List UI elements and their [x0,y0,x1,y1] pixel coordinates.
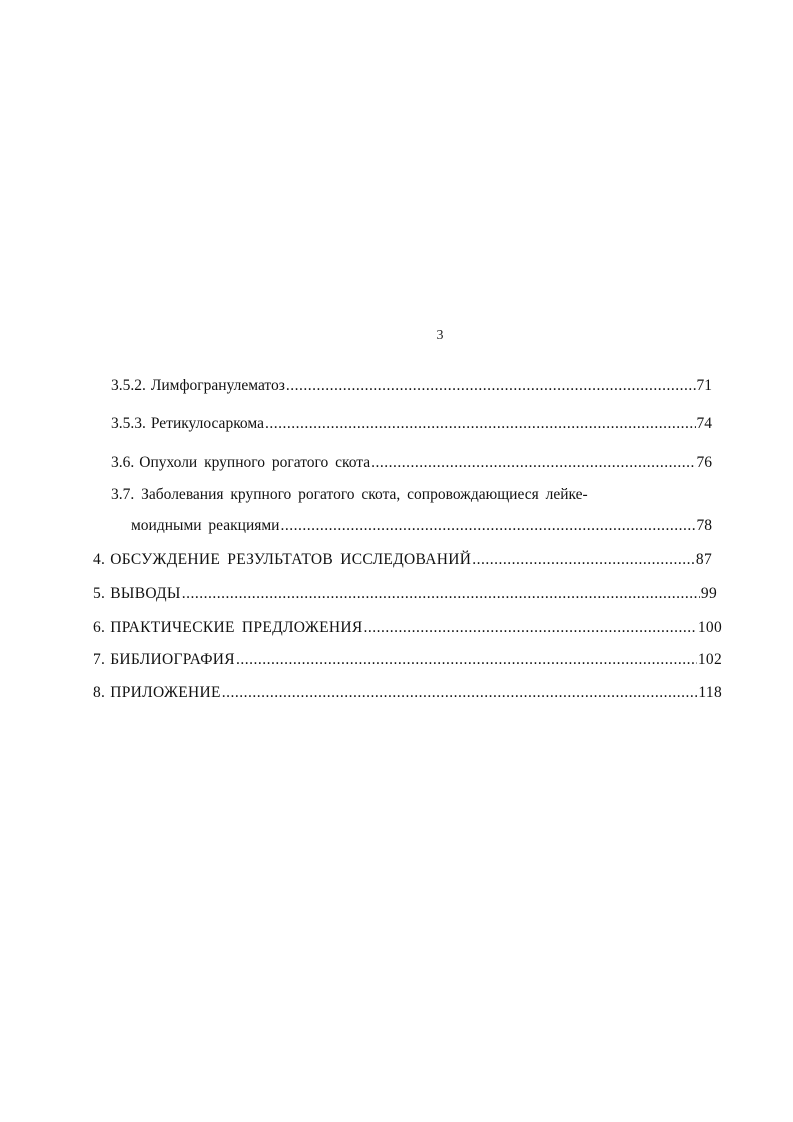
toc-entry-7 [93,650,722,670]
toc-entry-number: 4. [93,551,106,568]
toc-entry-3-5-3 [111,414,712,434]
toc-entry-title-line1: Заболевания крупного рогатого скота, сопровождающиеся лейке- [141,486,588,503]
toc-entry-number: 5. [93,585,106,602]
toc-entry-3-5-2 [111,376,712,396]
toc-leader-dots [182,584,700,604]
toc-entry-3-7-line1 [111,485,712,505]
toc-leader-dots [280,516,695,536]
toc-entry-page: 76 [696,454,712,471]
toc-leader-dots [286,376,696,396]
toc-entry-title: ОБСУЖДЕНИЕ РЕЗУЛЬТАТОВ ИССЛЕДОВАНИЙ [110,551,472,568]
toc-entry-page: 102 [697,651,722,668]
toc-entry-title: Лимфогранулематоз [150,377,285,394]
toc-entry-number: 3.7. [111,486,135,503]
toc-entry-5 [93,584,717,604]
toc-leader-dots [363,618,696,638]
toc-leader-dots [236,650,697,670]
toc-entry-page: 78 [696,517,712,534]
toc-entry-4 [93,550,712,570]
toc-entry-3-7 [131,516,712,536]
toc-entry-8 [93,683,722,703]
toc-leader-dots [371,453,695,473]
toc-entry-3-6 [111,453,712,473]
toc-entry-page: 99 [700,585,717,602]
toc-entry-title: ПРИЛОЖЕНИЕ [110,684,221,701]
toc-entry-page: 74 [696,415,712,432]
toc-entry-6 [93,618,722,638]
page-number: 3 [436,328,444,343]
toc-leader-dots [472,550,695,570]
toc-entry-number: 3.5.3. [111,415,146,432]
toc-entry-page: 71 [696,377,712,394]
toc-entry-number: 7. [93,651,106,668]
toc-entry-title: ПРАКТИЧЕСКИЕ ПРЕДЛОЖЕНИЯ [110,619,363,636]
toc-entry-title-line2: моидными реакциями [131,517,280,534]
toc-entry-title: БИБЛИОГРАФИЯ [110,651,235,668]
toc-entry-number: 6. [93,619,106,636]
toc-leader-dots [222,683,698,703]
toc-entry-number: 3.6. [111,454,135,471]
toc-entry-number: 8. [93,684,106,701]
toc-entry-page: 87 [695,551,712,568]
toc-entry-page: 118 [698,684,722,701]
toc-leader-dots [265,414,696,434]
toc-entry-page: 100 [697,619,722,636]
toc-entry-title: ВЫВОДЫ [110,585,181,602]
toc-entry-title: Опухоли крупного рогатого скота [139,454,371,471]
toc-entry-number: 3.5.2. [111,377,146,394]
toc-entry-title: Ретикулосаркома [150,415,264,432]
